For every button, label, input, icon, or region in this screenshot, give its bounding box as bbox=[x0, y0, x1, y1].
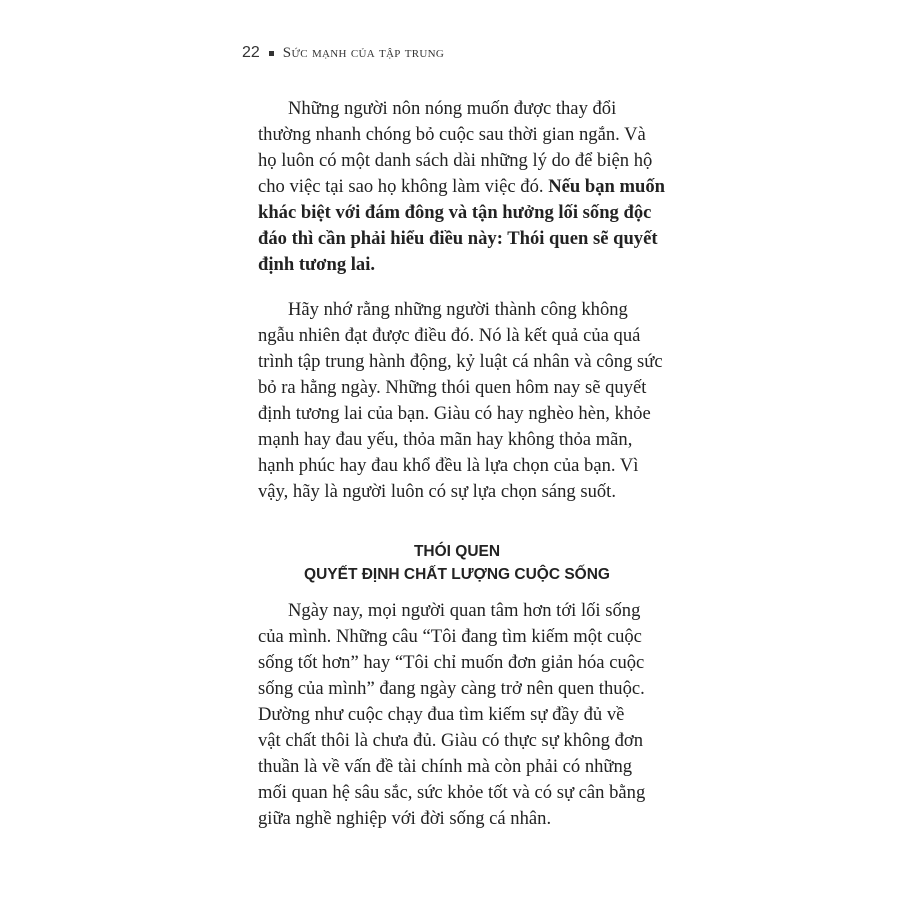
bold-text-line: định tương lai. bbox=[258, 254, 376, 275]
text-line: Ngày nay, mọi người quan tâm hơn tới lối sống bbox=[288, 600, 641, 621]
text-line: vật chất thôi là chưa đủ. Giàu có thực sự không đơn bbox=[258, 730, 643, 751]
text-line-mixed bbox=[258, 174, 665, 200]
text-line: họ luôn có một danh sách dài những lý do để biện hộ bbox=[258, 150, 653, 171]
text-line: bỏ ra hằng ngày. Những thói quen hôm nay sẽ quyết bbox=[258, 377, 647, 398]
text-segment: cho việc tại sao họ không làm việc đó. bbox=[258, 176, 549, 197]
text-line: mối quan hệ sâu sắc, sức khỏe tốt và có sự cân bằng bbox=[258, 782, 646, 803]
running-head bbox=[242, 44, 444, 62]
section-heading-line-2: QUYẾT ĐỊNH CHẤT LƯỢNG CUỘC SỐNG bbox=[304, 566, 610, 583]
square-bullet-icon bbox=[269, 51, 274, 56]
running-title: Sức mạnh của tập trung bbox=[282, 44, 445, 61]
bold-text-segment: Nếu bạn muốn bbox=[548, 176, 665, 197]
text-line: giữa nghề nghiệp với đời sống cá nhân. bbox=[258, 808, 552, 829]
page-number: 22 bbox=[242, 44, 260, 61]
section-heading bbox=[258, 540, 656, 586]
text-line: hạnh phúc hay đau khổ đều là lựa chọn của bạn. Vì bbox=[258, 455, 639, 476]
text-line: trình tập trung hành động, kỷ luật cá nhân và công sức bbox=[258, 351, 663, 372]
paragraph-2 bbox=[258, 297, 663, 505]
text-line: thuần là về vấn đề tài chính mà còn phải có những bbox=[258, 756, 633, 777]
text-line: vậy, hãy là người luôn có sự lựa chọn sáng suốt. bbox=[258, 481, 616, 502]
text-line: mạnh hay đau yếu, thỏa mãn hay không thỏa mãn, bbox=[258, 429, 633, 450]
section-heading-line-1: THÓI QUEN bbox=[413, 543, 501, 560]
text-line: của mình. Những câu “Tôi đang tìm kiếm một cuộc bbox=[258, 626, 642, 647]
text-line: ngẫu nhiên đạt được điều đó. Nó là kết quả của quá bbox=[258, 325, 641, 346]
text-line: định tương lai của bạn. Giàu có hay nghèo hèn, khỏe bbox=[258, 403, 651, 424]
text-line: Những người nôn nóng muốn được thay đổi bbox=[288, 98, 617, 119]
text-line: Dường như cuộc chạy đua tìm kiếm sự đầy đủ về bbox=[258, 704, 625, 725]
paragraph-1 bbox=[258, 96, 665, 278]
bold-text-line: đáo thì cần phải hiểu điều này: Thói quen sẽ quyết bbox=[258, 228, 658, 249]
text-line: sống tốt hơn” hay “Tôi chỉ muốn đơn giản hóa cuộc bbox=[258, 652, 645, 673]
paragraph-3 bbox=[258, 598, 656, 832]
text-line: Hãy nhớ rằng những người thành công không bbox=[288, 299, 628, 320]
text-line: thường nhanh chóng bỏ cuộc sau thời gian ngắn. Và bbox=[258, 124, 646, 145]
bold-text-line: khác biệt với đám đông và tận hưởng lối sống độc bbox=[258, 202, 652, 223]
text-line: sống của mình” đang ngày càng trở nên quen thuộc. bbox=[258, 678, 645, 699]
